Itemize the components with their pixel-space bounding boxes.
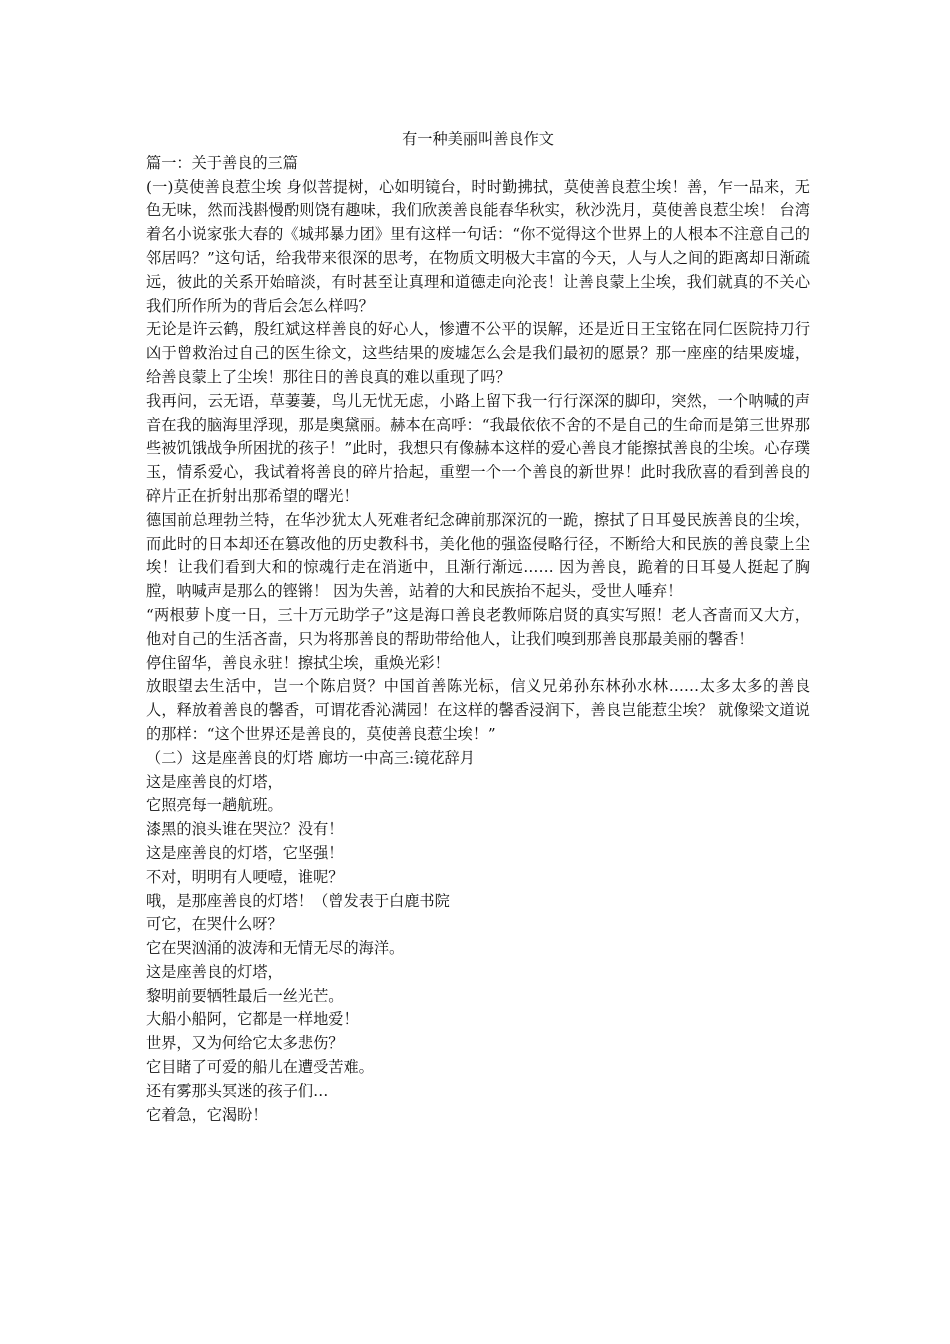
essay-paragraph: 放眼望去生活中，岂一个陈启贤？中国首善陈光标，信义兄弟孙东林孙水林……太多太多的善良人，释放着善良的馨香，可谓花香沁满园！在这样的馨香浸润下，善良岂能惹尘埃？ 就像梁文道说的那样：“这个世界还是善良的，莫使善良惹尘埃！” bbox=[146, 677, 810, 743]
essay-paragraph: (一)莫使善良惹尘埃 身似菩提树，心如明镜台，时时勤拂拭，莫使善良惹尘埃！善，乍一品来，无色无味，然而浅斟慢酌则饶有趣味，我们欣羡善良能春华秋实，秋沙洗月，莫使善良惹尘埃！ 台湾着名小说家张大春的《城邦暴力团》里有这样一句话：“你不觉得这个世界上的人根本不注意自己的邻居吗？”这句话，给我带来很深的思考，在物质文明极大丰富的今天，人与人之间的距离却日渐疏远，彼此的关系开始暗淡，有时甚至让真理和道德走向沦丧！让善良蒙上尘埃，我们就真的不关心我们所作所为的背后会怎么样吗？ bbox=[146, 177, 810, 315]
poem-line: 世界，又为何给它太多悲伤？ bbox=[146, 1034, 344, 1053]
poem-line: 它照亮每一趟航班。 bbox=[146, 796, 283, 815]
essay-paragraph: 停住留华，善良永驻！擦拭尘埃，重焕光彩！ bbox=[146, 653, 450, 672]
poem-heading: （二）这是座善良的灯塔 廊坊一中高三:镜花辞月 bbox=[146, 748, 475, 767]
poem-line: 可它，在哭什么呀？ bbox=[146, 915, 283, 934]
poem-line: 它目睹了可爱的船儿在遭受苦难。 bbox=[146, 1058, 374, 1077]
poem-line: 不对，明明有人哽噎，谁呢？ bbox=[146, 867, 344, 886]
essay-paragraph: 我再问，云无语，草萋萋，鸟儿无忧无虑，小路上留下我一行行深深的脚印，突然，一个呐喊的声音在我的脑海里浮现，那是奥黛丽。赫本在高呼：“我最依依不舍的不是自己的生命而是第三世界那些被饥饿战争所困扰的孩子！”此时，我想只有像赫本这样的爱心善良才能擦拭善良的尘埃。心存璞玉，情系爱心，我试着将善良的碎片拾起，重塑一个一个善良的新世界！此时我欣喜的看到善良的碎片正在折射出那希望的曙光！ bbox=[146, 391, 810, 505]
essay-paragraph: 德国前总理勃兰特，在华沙犹太人死难者纪念碑前那深沉的一跪，擦拭了日耳曼民族善良的尘埃，而此时的日本却还在篡改他的历史教科书，美化他的强盗侵略行径，不断给大和民族的善良蒙上尘埃！让我们看到大和的惊魂行走在消逝中，且渐行渐远…… 因为善良，跪着的日耳曼人挺起了胸膛，呐喊声是那么的铿锵！ 因为失善，站着的大和民族抬不起头，受世人唾弃！ bbox=[146, 510, 810, 601]
poem-line: 这是座善良的灯塔， bbox=[146, 962, 283, 981]
essay-paragraph: 篇一：关于善良的三篇 bbox=[146, 153, 298, 172]
document-title: 有一种美丽叫善良作文 bbox=[402, 130, 554, 148]
poem-line: 它着急，它渴盼！ bbox=[146, 1105, 268, 1124]
poem-line: 漆黑的浪头谁在哭泣？没有！ bbox=[146, 820, 344, 839]
poem-line: 还有雾那头冥迷的孩子们… bbox=[146, 1081, 329, 1100]
essay-body bbox=[146, 152, 810, 747]
poem-line: 它在哭汹涌的波涛和无情无尽的海洋。 bbox=[146, 939, 405, 958]
poem-line: 哦，是那座善良的灯塔！（曾发表于白鹿书院 bbox=[146, 891, 450, 910]
essay-paragraph: “两根萝卜度一日，三十万元助学子”这是海口善良老教师陈启贤的真实写照！老人吝啬而又大方，他对自己的生活吝啬，只为将那善良的帮助带给他人，让我们嗅到那善良那最美丽的馨香！ bbox=[146, 605, 810, 648]
poem-line: 这是座善良的灯塔，它坚强！ bbox=[146, 843, 344, 862]
document-page bbox=[146, 128, 810, 1127]
poem-line: 黎明前要牺牲最后一丝光芒。 bbox=[146, 986, 344, 1005]
poem-body bbox=[146, 771, 810, 1128]
poem-line: 大船小船阿，它都是一样地爱！ bbox=[146, 1010, 359, 1029]
poem-line: 这是座善良的灯塔， bbox=[146, 772, 283, 791]
essay-paragraph: 无论是许云鹤，殷红斌这样善良的好心人，惨遭不公平的误解，还是近日王宝铭在同仁医院持刀行凶于曾救治过自己的医生徐文，这些结果的废墟怎么会是我们最初的愿景？那一座座的结果废墟，给善良蒙上了尘埃！那往日的善良真的难以重现了吗？ bbox=[146, 320, 810, 386]
